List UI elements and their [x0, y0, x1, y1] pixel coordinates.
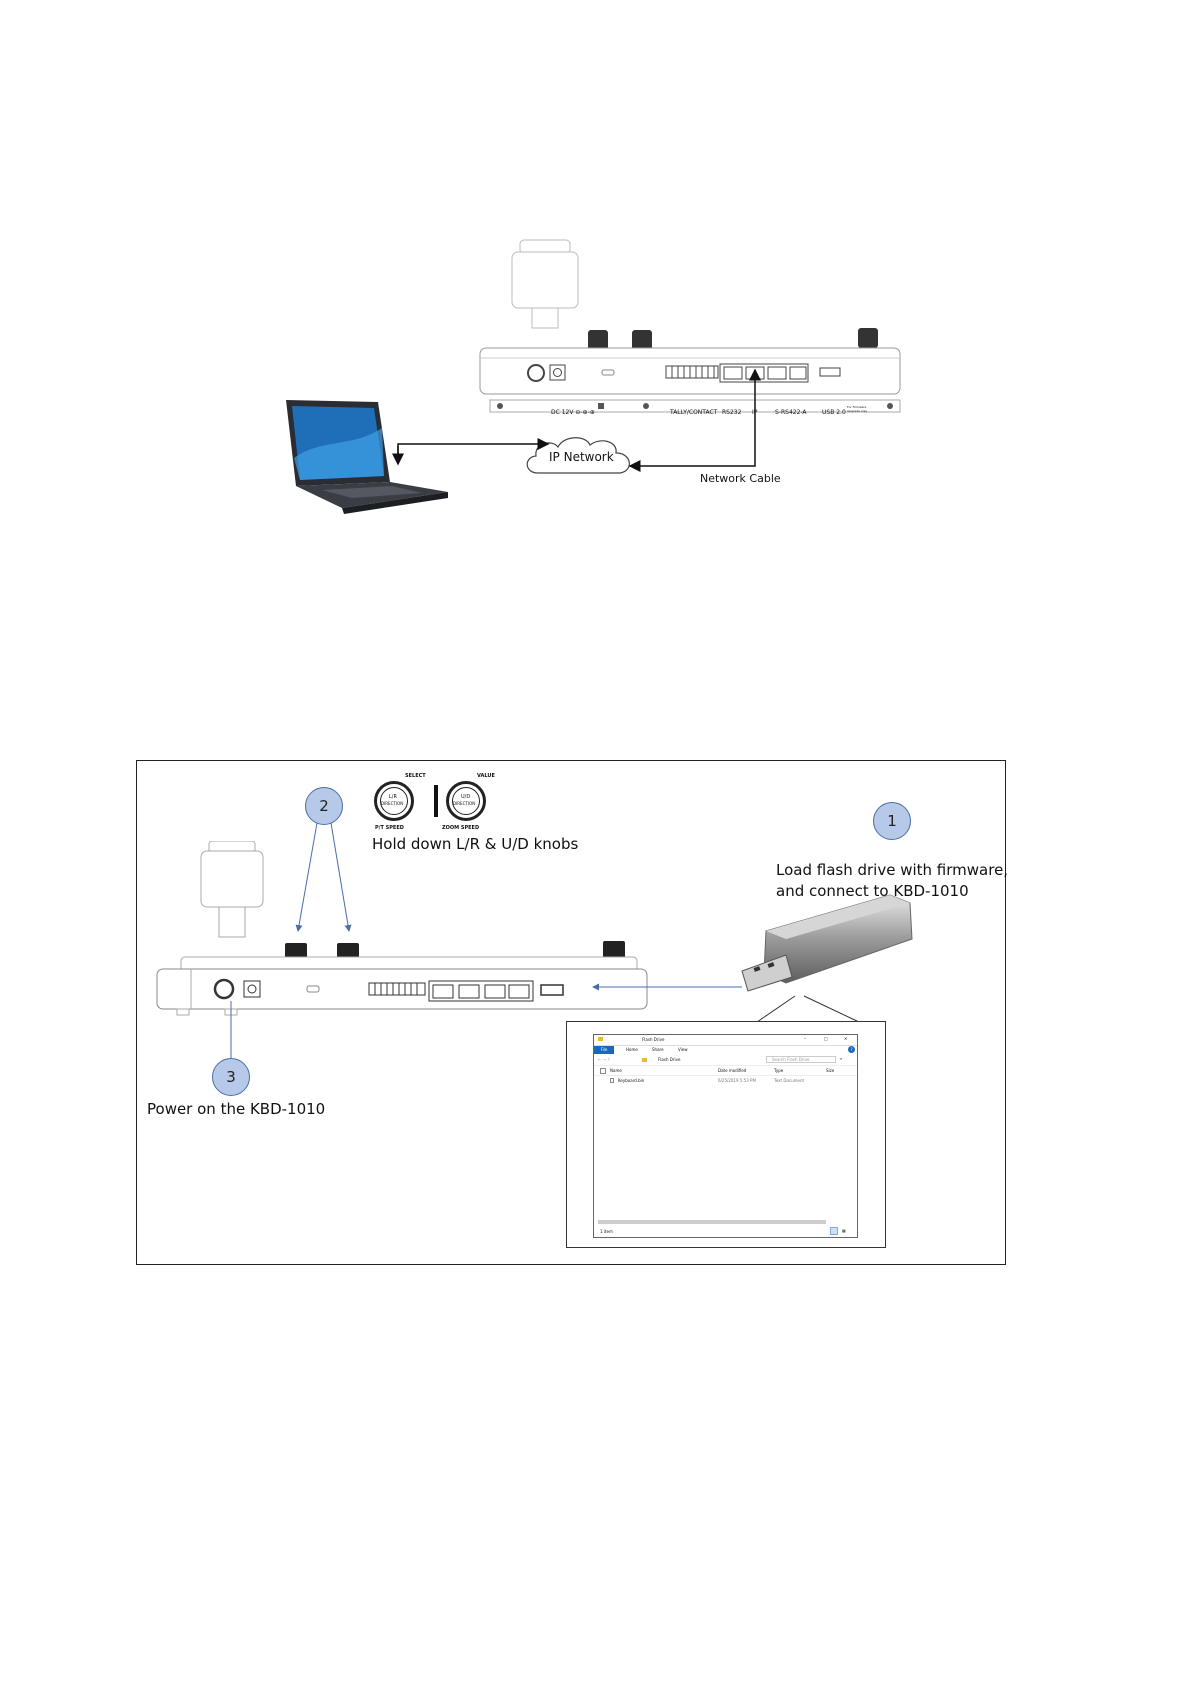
col-date[interactable]: Date modified [718, 1068, 747, 1073]
label-usb-note: For Firmware Upgrade only [847, 405, 868, 413]
network-cable-label: Network Cable [700, 472, 781, 485]
hold-knobs-text: Hold down L/R & U/D knobs [372, 835, 579, 853]
power-on-text: Power on the KBD-1010 [147, 1100, 326, 1118]
knob-ud-bottom-label: ZOOM SPEED [442, 825, 480, 831]
network-connection-lines [0, 0, 1191, 560]
usb-flash-drive-icon [740, 891, 920, 1001]
figure-firmware-upgrade [136, 760, 1009, 1265]
tab-share[interactable]: Share [652, 1047, 664, 1052]
explorer-title-bar [594, 1035, 857, 1046]
col-type[interactable]: Type [774, 1068, 784, 1073]
load-firmware-text-1: Load flash drive with firmware, [776, 861, 1009, 879]
tab-file[interactable]: File [594, 1046, 614, 1054]
knob-lr-inner-1: L/R [389, 794, 397, 800]
explorer-status-bar [594, 1227, 857, 1237]
label-dc: DC 12V ⊖-⊕-⊕ [551, 409, 595, 416]
explorer-title-text: Flash Drive [642, 1037, 665, 1042]
knob-lr-inner-2: DIRECTION [381, 801, 404, 806]
address-path[interactable]: Flash Drive [658, 1057, 681, 1062]
label-rs232: RS232 [722, 409, 742, 416]
step-1-number: 1 [887, 812, 897, 830]
explorer-column-headers [594, 1067, 857, 1076]
explorer-address-bar [594, 1056, 857, 1066]
file-date: 6/25/2019 5:53 PM [718, 1078, 756, 1083]
file-icon [610, 1078, 614, 1083]
knob-ud-top-label: VALUE [477, 773, 495, 779]
explorer-window [593, 1034, 858, 1238]
explorer-folder-icon [598, 1037, 603, 1041]
maximize-icon[interactable]: □ [824, 1036, 828, 1041]
ip-network-label: IP Network [549, 450, 614, 464]
knob-lr-bottom-label: P/T SPEED [375, 825, 404, 831]
col-size[interactable]: Size [826, 1068, 835, 1073]
help-icon[interactable]: ? [848, 1046, 855, 1053]
nav-arrows[interactable]: ← → ↑ [598, 1057, 611, 1062]
knob-ud-inner-2: DIRECTION [453, 801, 476, 806]
address-folder-icon [642, 1058, 647, 1062]
file-type: Text Document [774, 1078, 805, 1083]
search-placeholder: Search Flash Drive [772, 1057, 810, 1062]
label-tally: TALLY/CONTACT [670, 409, 718, 416]
label-ip: IP [752, 409, 758, 416]
load-firmware-text-2: and connect to KBD-1010 [776, 882, 969, 900]
search-icon[interactable]: ⌕ [840, 1056, 843, 1061]
tiles-view-icon[interactable]: ▦ [842, 1228, 846, 1233]
table-row[interactable] [594, 1077, 857, 1085]
status-count: 1 item [600, 1229, 613, 1234]
horizontal-scrollbar[interactable] [598, 1220, 826, 1224]
col-name[interactable]: Name [610, 1068, 622, 1073]
label-rs422: S-RS422-A [775, 409, 807, 416]
file-name: Keyboard.bin [618, 1078, 645, 1083]
knob-ud-inner-1: U/D [461, 794, 471, 800]
step-2-number: 2 [319, 797, 329, 815]
label-usb: USB 2.0 [822, 409, 846, 416]
explorer-callout-frame [566, 1021, 886, 1248]
details-view-icon[interactable] [830, 1227, 838, 1235]
figure-network-connection [0, 0, 1191, 560]
tab-view[interactable]: View [678, 1047, 688, 1052]
step-3-number: 3 [226, 1068, 236, 1086]
explorer-ribbon [594, 1046, 857, 1054]
knob-lr-top-label: SELECT [405, 773, 426, 779]
select-all-checkbox[interactable] [600, 1068, 606, 1074]
minimize-icon[interactable]: – [804, 1036, 806, 1041]
tab-home[interactable]: Home [626, 1047, 638, 1052]
close-icon[interactable]: ✕ [844, 1036, 848, 1041]
